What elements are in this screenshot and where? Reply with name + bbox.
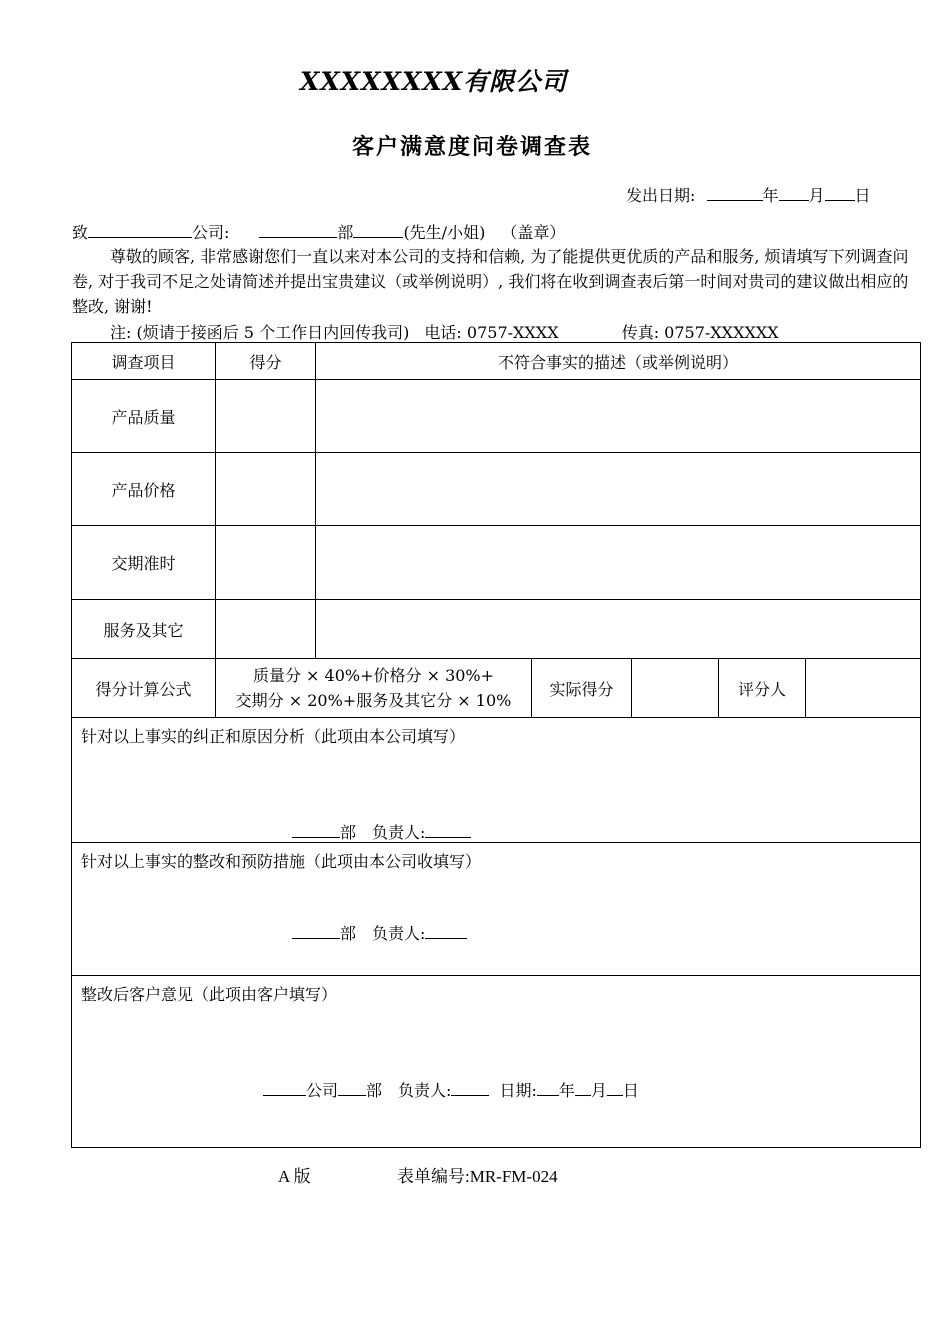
- fax-text: 传真: 0757-XXXXXX: [621, 323, 779, 342]
- actual-score-value[interactable]: [632, 659, 719, 718]
- dept-label: 部: [366, 1081, 383, 1100]
- correction-signature: [292, 820, 471, 843]
- dept-label: 部: [340, 823, 357, 842]
- company-label: 公司:: [192, 223, 230, 242]
- customer-opinion-label: 整改后客户意见（此项由客户填写）: [81, 985, 338, 1004]
- company-label: 公司: [306, 1081, 339, 1100]
- year-label: 年: [762, 186, 779, 205]
- survey-table: [71, 342, 921, 1148]
- note-text: 注: (烦请于接函后 5 个工作日内回传我司): [110, 323, 410, 342]
- responsible-blank[interactable]: [451, 1079, 489, 1096]
- row-label-delivery: 交期准时: [72, 526, 216, 600]
- correction-label: 针对以上事实的纠正和原因分析（此项由本公司填写）: [81, 727, 466, 746]
- row-label-service: 服务及其它: [72, 600, 216, 659]
- prevention-cell[interactable]: [72, 843, 921, 976]
- prevention-signature: [292, 921, 467, 944]
- form-title: 客户满意度问卷调查表: [352, 134, 593, 160]
- customer-opinion-section: [72, 976, 921, 1148]
- header-description: 不符合事实的描述（或举例说明）: [316, 343, 921, 380]
- to-label: 致: [72, 223, 89, 242]
- month-label: 月: [808, 186, 825, 205]
- note-line: [110, 320, 779, 343]
- actual-score-label: 实际得分: [532, 659, 632, 718]
- form-number: 表单编号:MR-FM-024: [397, 1167, 558, 1186]
- header-item: 调查项目: [72, 343, 216, 380]
- rater-value[interactable]: [806, 659, 921, 718]
- score-cell[interactable]: [216, 526, 316, 600]
- row-label-quality: 产品质量: [72, 380, 216, 453]
- dept-blank[interactable]: [292, 821, 340, 838]
- version-label: A 版: [278, 1167, 311, 1186]
- dept-blank[interactable]: [259, 221, 337, 238]
- dept-blank[interactable]: [338, 1079, 366, 1096]
- dept-blank[interactable]: [292, 922, 340, 939]
- description-cell[interactable]: [316, 600, 921, 659]
- issue-date-line: [626, 183, 871, 206]
- customer-opinion-cell[interactable]: [72, 976, 921, 1148]
- table-row: [72, 526, 921, 600]
- description-cell[interactable]: [316, 380, 921, 453]
- day-label: 日: [622, 1081, 639, 1100]
- company-blank[interactable]: [263, 1079, 306, 1096]
- date-label: 日期:: [499, 1081, 537, 1100]
- year-blank[interactable]: [537, 1079, 559, 1096]
- seal-label: （盖章）: [501, 223, 566, 242]
- correction-section: [72, 718, 921, 843]
- company-name: XXXXXXXX有限公司: [300, 67, 568, 96]
- table-row: [72, 453, 921, 526]
- header-row: [72, 343, 921, 380]
- recipient-line: [72, 220, 565, 243]
- dept-label: 部: [337, 223, 354, 242]
- formula-line-1: 质量分 × 40%+价格分 × 30%+: [252, 666, 495, 685]
- customer-signature: [263, 1078, 639, 1101]
- month-blank[interactable]: [575, 1079, 591, 1096]
- header-score: 得分: [216, 343, 316, 380]
- score-cell[interactable]: [216, 600, 316, 659]
- score-cell[interactable]: [216, 453, 316, 526]
- responsible-label: 负责人:: [372, 823, 426, 842]
- month-blank[interactable]: [779, 184, 809, 201]
- row-label-price: 产品价格: [72, 453, 216, 526]
- table-row: [72, 380, 921, 453]
- responsible-label: 负责人:: [372, 924, 426, 943]
- formula-row: [72, 659, 921, 718]
- formula-line-2: 交期分 × 20%+服务及其它分 × 10%: [235, 691, 512, 710]
- person-blank[interactable]: [353, 221, 403, 238]
- person-label: (先生/小姐): [403, 223, 486, 242]
- rater-label: 评分人: [719, 659, 806, 718]
- company-blank[interactable]: [88, 221, 192, 238]
- year-label: 年: [558, 1081, 575, 1100]
- phone-text: 电话: 0757-XXXX: [424, 323, 559, 342]
- prevention-section: [72, 843, 921, 976]
- formula-cell: [216, 659, 532, 718]
- day-label: 日: [854, 186, 871, 205]
- intro-paragraph: 尊敬的顾客, 非常感谢您们一直以来对本公司的支持和信赖, 为了能提供更优质的产品和服务, 烦请填写下列调查问卷, 对于我司不足之处请简述并提出宝贵建议（或举例说明）, 我们将在收到调查表后第一时间对贵司的建议做出相应的整改, 谢谢!: [72, 247, 909, 316]
- score-cell[interactable]: [216, 380, 316, 453]
- description-cell[interactable]: [316, 453, 921, 526]
- prevention-label: 针对以上事实的整改和预防措施（此项由本公司收填写）: [81, 852, 482, 871]
- table-row: [72, 600, 921, 659]
- year-blank[interactable]: [707, 184, 763, 201]
- dept-label: 部: [340, 924, 357, 943]
- day-blank[interactable]: [825, 184, 855, 201]
- day-blank[interactable]: [607, 1079, 623, 1096]
- issue-date-label: 发出日期:: [626, 186, 696, 205]
- month-label: 月: [590, 1081, 607, 1100]
- description-cell[interactable]: [316, 526, 921, 600]
- formula-label: 得分计算公式: [72, 659, 216, 718]
- responsible-blank[interactable]: [425, 821, 471, 838]
- responsible-blank[interactable]: [425, 922, 467, 939]
- correction-cell[interactable]: [72, 718, 921, 843]
- responsible-label: 负责人:: [398, 1081, 452, 1100]
